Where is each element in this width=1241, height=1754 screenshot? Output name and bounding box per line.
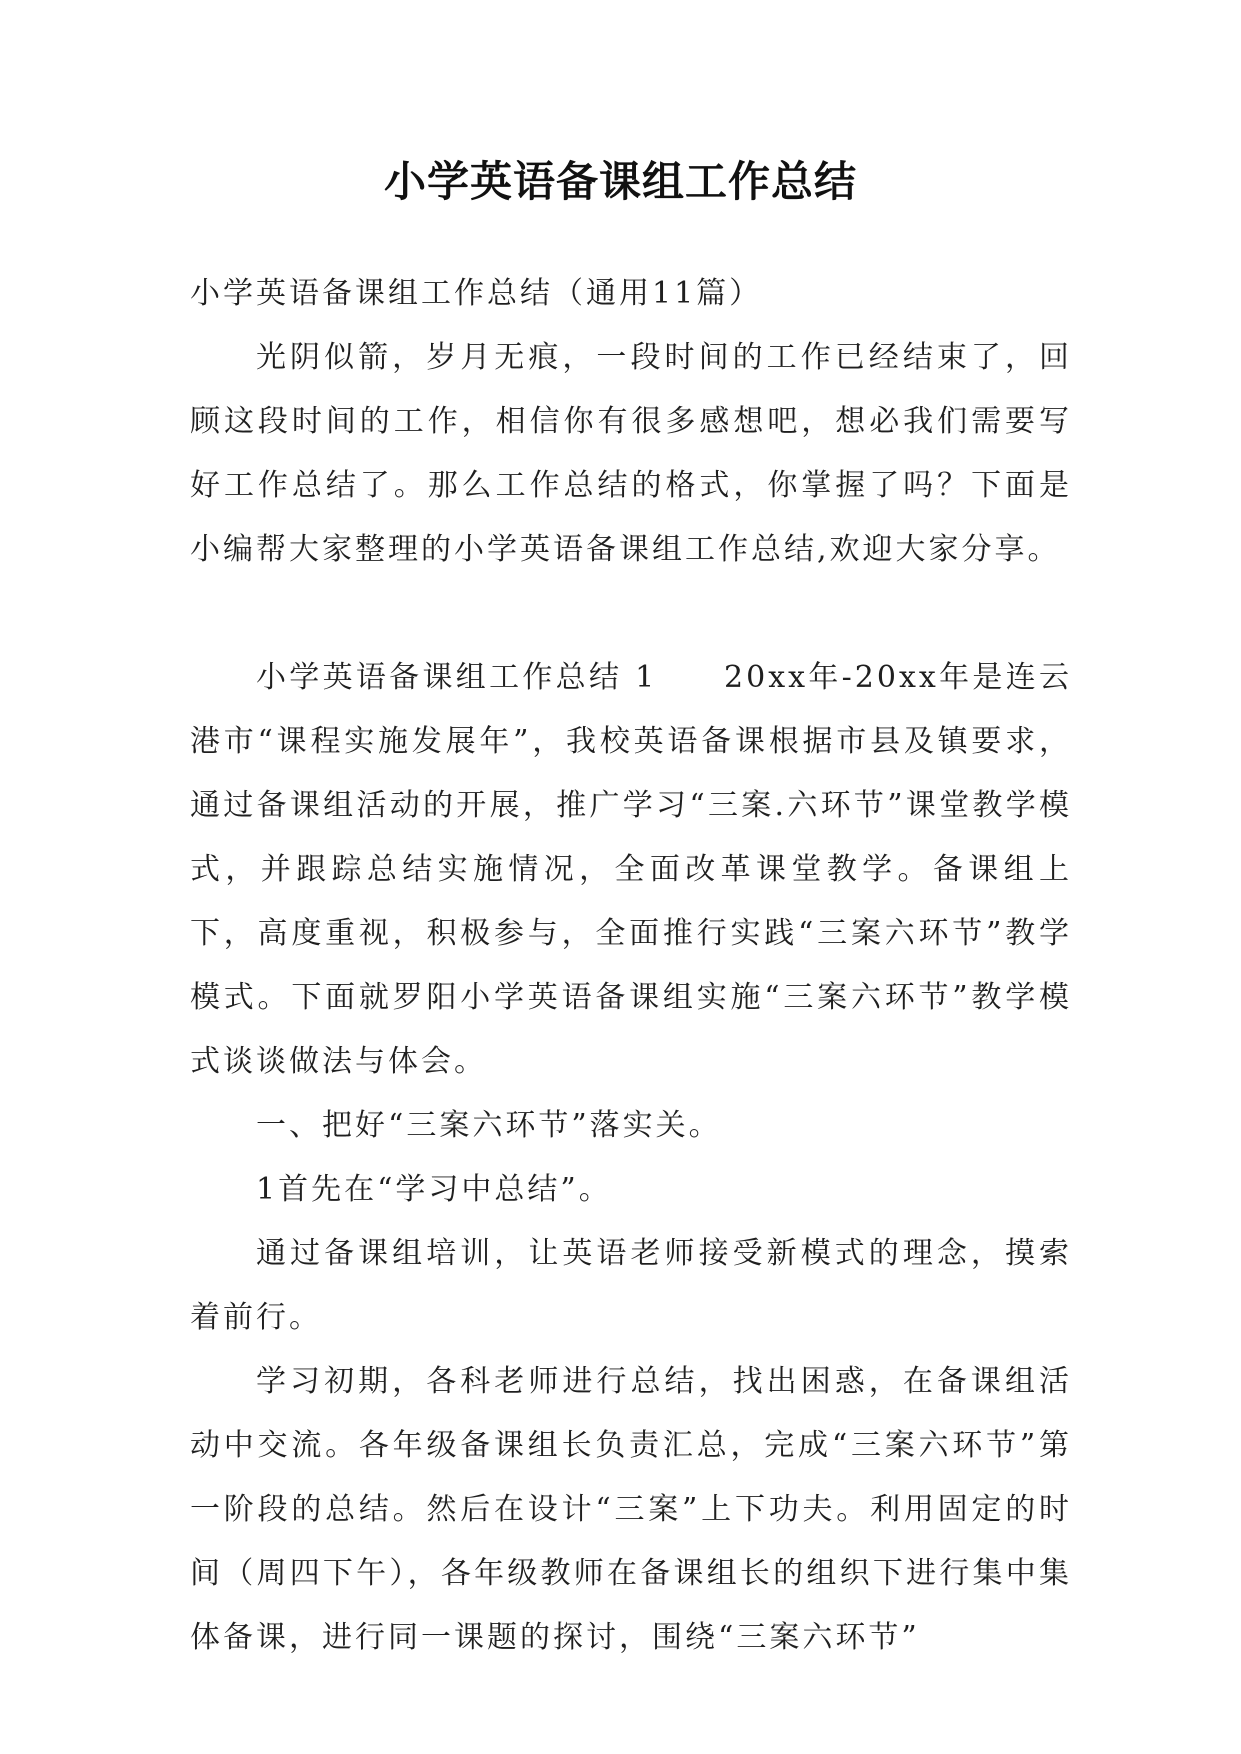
intro-paragraph: 光阴似箭，岁月无痕，一段时间的工作已经结束了，回顾这段时间的工作，相信你有很多感想吧，想必我们需要写好工作总结了。那么工作总结的格式，你掌握了吗？下面是小编帮大家整理的小学英语备课组工作总结,欢迎大家分享。 bbox=[190, 340, 1072, 567]
document-subtitle: 小学英语备课组工作总结（通用11篇） bbox=[190, 276, 763, 311]
paragraph-spacer bbox=[190, 582, 1072, 646]
document-body bbox=[190, 262, 1072, 1670]
heading-level-one: 一、把好“三案六环节”落实关。 bbox=[256, 1108, 722, 1143]
heading-level-two: 1首先在“学习中总结”。 bbox=[256, 1172, 612, 1207]
body-paragraph: 通过备课组培训，让英语老师接受新模式的理念，摸索着前行。 bbox=[190, 1236, 1072, 1335]
section-one-paragraph: 小学英语备课组工作总结 1 20xx年-20xx年是连云港市“课程实施发展年”，我校英语备课根据市县及镇要求，通过备课组活动的开展，推广学习“三案.六环节”课堂教学模式，并跟踪总结实施情况，全面改革课堂教学。备课组上下，高度重视，积极参与，全面推行实践“三案六环节”教学模式。下面就罗阳小学英语备课组实施“三案六环节”教学模式谈谈做法与体会。 bbox=[190, 660, 1072, 1079]
document-title: 小学英语备课组工作总结 bbox=[383, 157, 857, 206]
body-paragraph: 学习初期，各科老师进行总结，找出困惑，在备课组活动中交流。各年级备课组长负责汇总，完成“三案六环节”第一阶段的总结。然后在设计“三案”上下功夫。利用固定的时间（周四下午），各年级教师在备课组长的组织下进行集中集体备课，进行同一课题的探讨，围绕“三案六环节” bbox=[190, 1364, 1072, 1655]
